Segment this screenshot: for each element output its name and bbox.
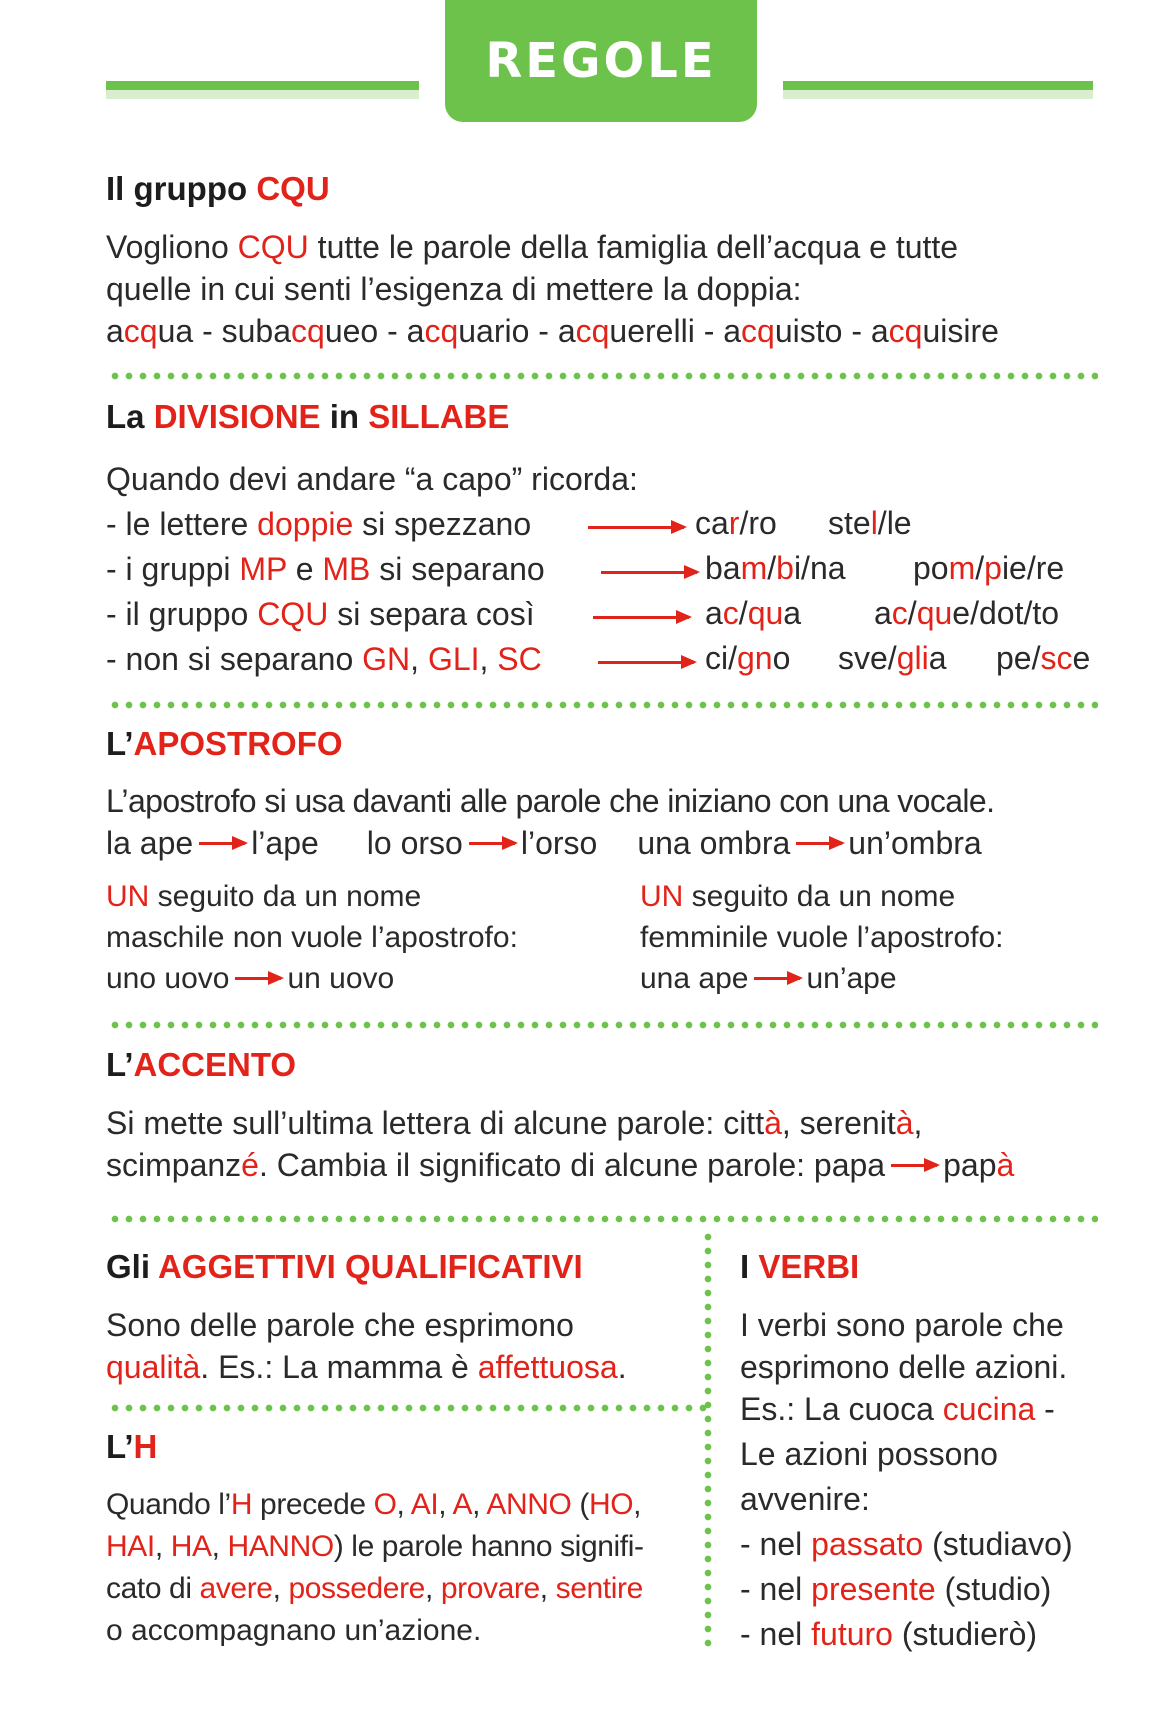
highlight: presente [811,1571,936,1607]
highlight: CQU [257,596,329,632]
title-highlight: VERBI [758,1248,860,1285]
highlight: c [722,595,739,631]
title-text: La [106,398,154,435]
title-text: I [740,1248,759,1285]
apostrofo-line-1: L’apostrofo si usa davanti alle parole che iniziano con una vocale. [106,783,995,819]
text: ba [705,550,741,586]
text: ci/ [705,640,737,676]
text: / [738,595,748,631]
title-highlight: CQU [256,170,330,207]
text: / [975,550,985,586]
sillabe-example-3b [874,595,1059,632]
text: (studierò) [892,1616,1038,1652]
section-title-accento [106,1046,296,1084]
title-highlight: AGGETTIVI QUALIFICATIVI [157,1248,583,1285]
cqu-line-1 [106,226,958,268]
highlight: possedere [288,1572,425,1605]
highlight: à [764,1105,782,1141]
text: , [211,1530,228,1563]
text: , [424,1572,441,1605]
text: e [1072,640,1091,676]
verbi-line-8 [740,1613,1037,1655]
rules-banner [445,0,757,122]
text: (studio) [935,1571,1052,1607]
text: uno uovo [106,962,230,995]
highlight: ANNO [486,1488,572,1521]
red-arrow [598,661,694,664]
title-highlight: DIVISIONE [153,398,321,435]
text: . Cambia il significato di alcune parole: papa [258,1147,886,1183]
sillabe-rule-3 [106,593,535,635]
highlight: MP [239,551,287,587]
text: , [154,1530,171,1563]
h-line-3 [106,1568,643,1610]
text: uisto [774,313,843,349]
verbi-line-6 [740,1523,1073,1565]
text: Si mette sull’ultima lettera di alcune parole: citt [106,1105,765,1141]
highlight: p [984,550,1002,586]
text: (studiavo) [923,1526,1073,1562]
highlight: A [452,1488,473,1521]
highlight: cq [424,313,459,349]
text: - a [529,313,576,349]
highlight: cq [575,313,610,349]
red-arrow [199,842,245,845]
section-title-verbi [740,1248,859,1286]
text: pe/ [996,640,1041,676]
text: / [767,550,777,586]
text: una ape [640,962,749,995]
section-title-sillabe [106,398,509,436]
text: lo orso [366,825,463,861]
sillabe-rule-4 [106,638,542,680]
text: uario [458,313,530,349]
highlight: m [740,550,768,586]
highlight: gli [896,640,929,676]
title-highlight: H [133,1428,158,1465]
highlight: futuro [811,1616,893,1652]
red-arrow [601,571,697,574]
title-text: L’ [106,725,134,762]
title-highlight: APOSTROFO [133,725,343,762]
apostrofo-right-line-2: femminile vuole l’apostrofo: [640,921,1004,954]
cqu-examples [106,310,999,352]
red-arrow [891,1164,937,1167]
apostrofo-left-line-1 [106,876,421,918]
text: si separa così [328,596,535,632]
text: , [410,641,428,677]
title-text: Gli [106,1248,158,1285]
text: - a [842,313,889,349]
verbi-line-2: esprimono delle azioni. [740,1349,1068,1385]
text: / [907,595,917,631]
text: seguito da un nome [683,880,956,913]
h-line-4: o accompagnano un’azione. [106,1614,482,1647]
highlight: provare [440,1572,540,1605]
verbi-line-1: I verbi sono parole che [740,1307,1064,1343]
text: l’ape [251,825,319,861]
text: . [617,1349,627,1385]
highlight: l [870,505,878,541]
text: - [1035,1391,1055,1427]
text: , [539,1572,556,1605]
text: un’ombra [848,825,982,861]
section-title-cqu [106,170,330,208]
text: /ro [739,505,777,541]
text: a [783,595,802,631]
text: - a [378,313,425,349]
text: . Es.: La mamma è [200,1349,478,1385]
highlight: HAI [106,1530,155,1563]
red-arrow [593,616,689,619]
highlight: HA [170,1530,212,1563]
highlight: UN [640,880,684,913]
h-line-1 [106,1484,641,1526]
text: - nel [740,1526,812,1562]
text: - nel [740,1616,812,1652]
text: a [928,640,947,676]
text: i/na [793,550,846,586]
accento-line-2 [106,1144,1014,1186]
text: ie/re [1001,550,1065,586]
highlight: avere [199,1572,273,1605]
sillabe-rule-2 [106,548,545,590]
red-arrow [588,526,684,529]
red-arrow [235,977,281,980]
text: , serenit [781,1105,896,1141]
highlight: GN [362,641,411,677]
highlight: HANNO [227,1530,334,1563]
title-text: Il gruppo [106,170,257,207]
text: , [479,641,498,677]
sillabe-example-3a [705,595,801,632]
dotted-divider [108,701,1098,709]
text: tutte le parole della famiglia dell’acqua e tutte [308,229,959,265]
highlight: cq [291,313,325,349]
text: pap [943,1147,997,1183]
text: cato di [106,1572,200,1605]
dotted-divider [108,1404,708,1412]
highlight: c [891,595,908,631]
verbi-line-3 [740,1388,1055,1430]
banner-right-bar [783,81,1093,90]
text: - a [694,313,742,349]
highlight: cq [888,313,923,349]
highlight: AI [410,1488,439,1521]
dotted-divider [108,1021,1098,1029]
highlight: cq [123,313,158,349]
highlight: UN [106,880,150,913]
text: o [772,640,791,676]
title-highlight: ACCENTO [133,1046,297,1083]
text: /le [877,505,912,541]
text: - i gruppi [106,551,240,587]
text: l’orso [520,825,598,861]
text: si separano [370,551,545,587]
text: - suba [193,313,292,349]
text: , [913,1105,923,1141]
highlight: cq [741,313,775,349]
highlight: GLI [427,641,480,677]
sillabe-example-4b [838,640,947,677]
text: sve/ [838,640,897,676]
apostrofo-right-line-3 [640,958,897,1000]
section-title-h [106,1428,157,1466]
apostrofo-left-line-2: maschile non vuole l’apostrofo: [106,921,518,954]
highlight: gn [737,640,773,676]
text: ca [695,505,729,541]
highlight: CQU [237,229,309,265]
highlight: SC [497,641,542,677]
highlight: qu [747,595,784,631]
text: Vogliono [106,229,238,265]
h-line-2 [106,1526,644,1568]
highlight: qualità [106,1349,201,1385]
apostrofo-right-line-1 [640,876,955,918]
highlight: H [230,1488,253,1521]
title-text: L’ [106,1046,134,1083]
section-title-aggettivi [106,1248,583,1286]
highlight: qu [916,595,953,631]
highlight: cucina [942,1391,1036,1427]
highlight: MB [322,551,371,587]
highlight: O [373,1488,397,1521]
verbi-line-5: avvenire: [740,1481,870,1517]
text: ) le parole hanno signifi- [333,1530,644,1563]
aggettivi-line-1: Sono delle parole che esprimono [106,1307,574,1343]
sillabe-example-1a [695,505,777,542]
apostrofo-examples [106,822,982,864]
highlight: à [996,1147,1015,1183]
sillabe-example-2b [913,550,1064,587]
text: si spezzano [353,506,532,542]
highlight: m [948,550,976,586]
text: Es.: La cuoca [740,1391,943,1427]
sillabe-example-2a [705,550,846,587]
dotted-divider [108,372,1098,380]
sillabe-example-4a [705,640,790,677]
text: , [472,1488,487,1521]
text: ste [828,505,871,541]
text: un’ape [806,962,897,995]
highlight: passato [811,1526,924,1562]
highlight: sentire [555,1572,643,1605]
text: Quando l’ [106,1488,231,1521]
highlight: b [776,550,794,586]
text: , [396,1488,411,1521]
highlight: é [241,1147,259,1183]
text: uerelli [609,313,695,349]
highlight: à [895,1105,914,1141]
sillabe-example-4c [996,640,1090,677]
sillabe-intro: Quando devi andare “a capo” ricorda: [106,461,638,497]
red-arrow [469,842,515,845]
highlight: doppie [257,506,354,542]
text: - il gruppo [106,596,258,632]
text: scimpanz [106,1147,242,1183]
text: , [633,1488,642,1521]
text: ua [157,313,194,349]
text: la ape [106,825,194,861]
text: seguito da un nome [149,880,422,913]
aggettivi-line-2 [106,1346,627,1388]
sillabe-rule-1 [106,503,531,545]
text: , [438,1488,453,1521]
section-title-apostrofo [106,725,343,763]
highlight: affettuosa [477,1349,618,1385]
highlight: r [728,505,740,541]
verbi-line-4: Le azioni possono [740,1436,998,1472]
text: a [874,595,892,631]
title-text: in [320,398,369,435]
banner-title: REGOLE [485,33,717,89]
banner-left-bar [106,81,419,90]
text: e [286,551,323,587]
text: a [705,595,723,631]
title-highlight: SILLABE [368,398,510,435]
title-text: L’ [106,1428,134,1465]
text: un uovo [287,962,395,995]
text: , [272,1572,289,1605]
text: a [106,313,124,349]
apostrofo-left-line-3 [106,958,394,1000]
text: uisire [922,313,999,349]
cqu-line-2: quelle in cui senti l’esigenza di mettere la doppia: [106,271,802,307]
text: e/dot/to [952,595,1060,631]
highlight: sc [1040,640,1073,676]
text: - non si separano [106,641,363,677]
text: una ombra [637,825,791,861]
text: po [913,550,949,586]
sillabe-example-1b [828,505,912,542]
highlight: HO [588,1488,634,1521]
text: ( [571,1488,589,1521]
red-arrow [796,842,842,845]
text: - nel [740,1571,812,1607]
verbi-line-7 [740,1568,1051,1610]
red-arrow [754,977,800,980]
text: ueo [324,313,379,349]
text: precede [252,1488,374,1521]
vertical-dotted-divider [704,1230,712,1650]
text: - le lettere [106,506,258,542]
dotted-divider [108,1215,1098,1223]
accento-line-1 [106,1102,922,1144]
